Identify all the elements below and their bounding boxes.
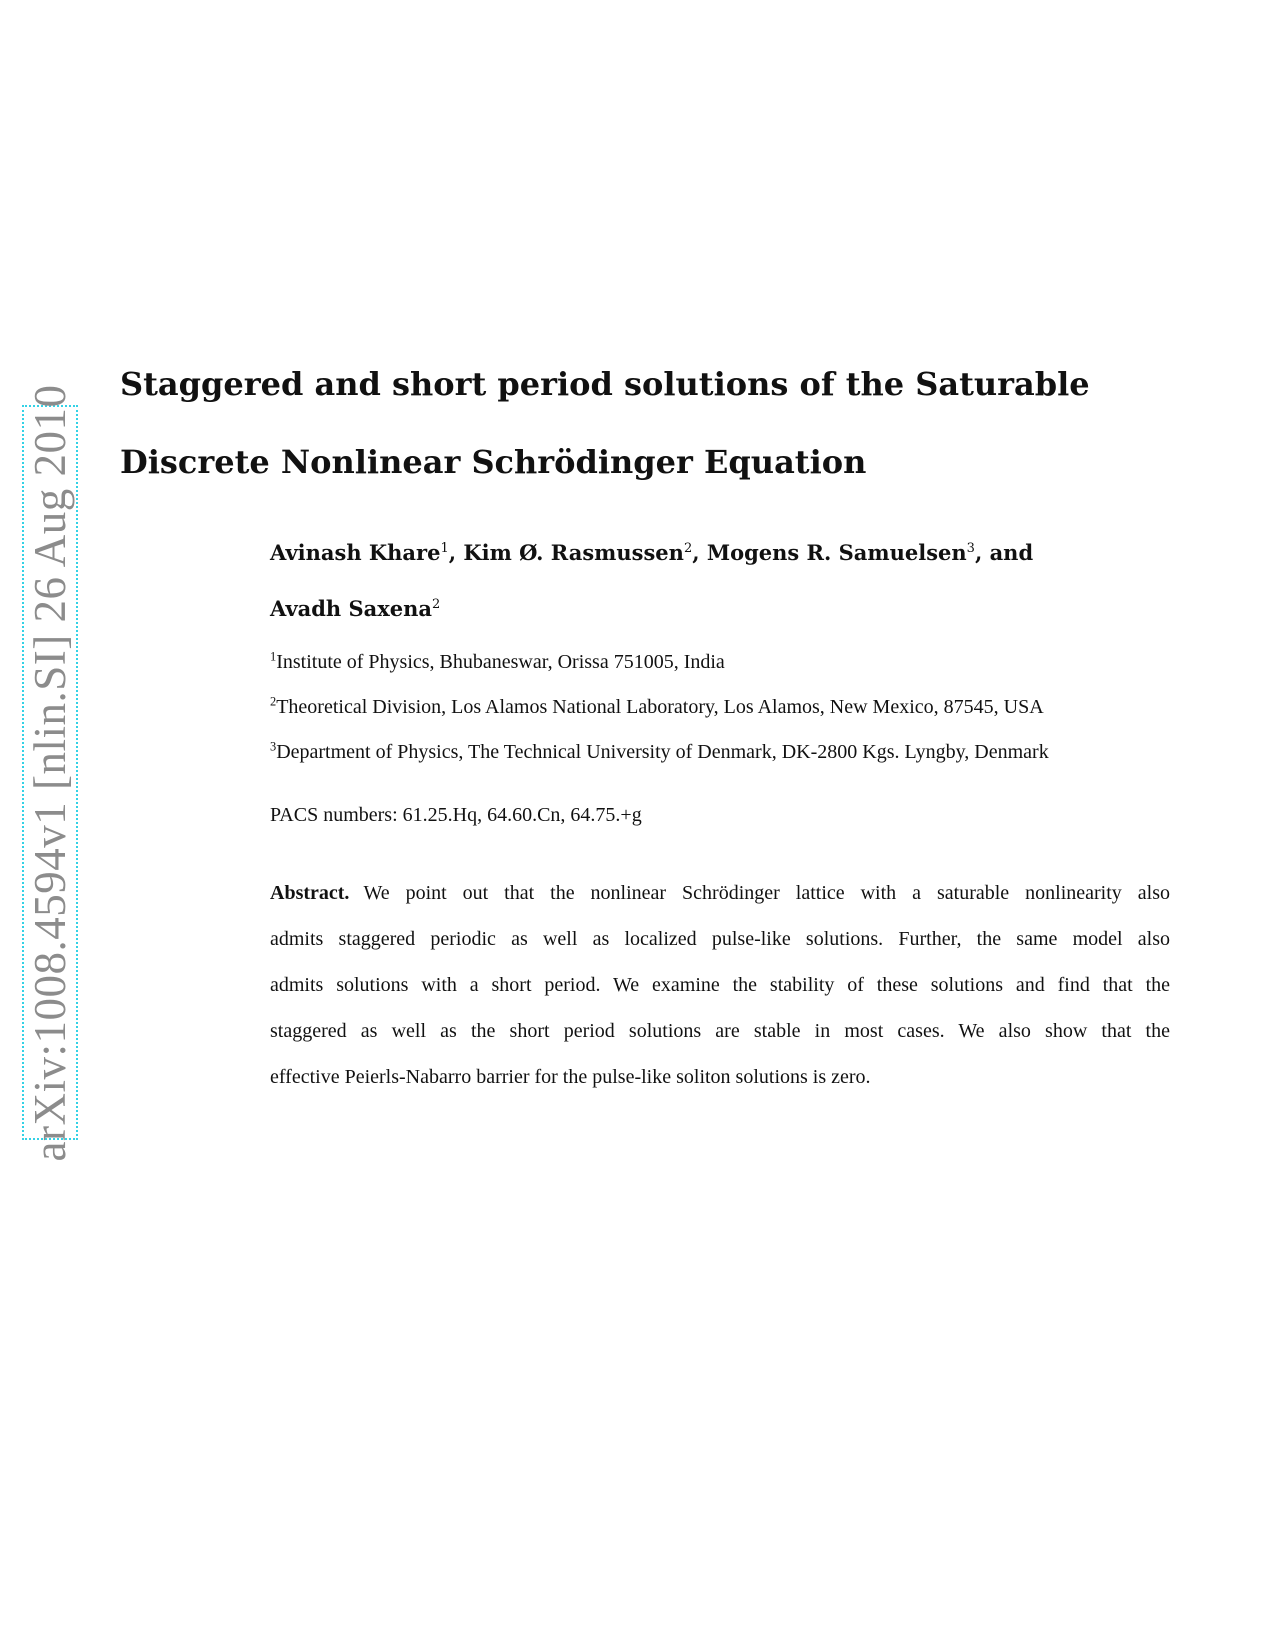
paper-title	[120, 345, 1120, 501]
affiliation	[270, 685, 1170, 730]
author-name: Avadh Saxena	[270, 596, 433, 621]
affiliation-list	[270, 640, 1170, 775]
author-name: Avinash Khare	[270, 540, 441, 565]
abstract-line: admits solutions with a short period. We examine the stability of these solutions and find that the	[270, 974, 1170, 996]
author-line-1	[270, 525, 1170, 581]
author-affil-sup: 2	[432, 597, 441, 613]
abstract-line	[270, 870, 1170, 916]
author-name: Mogens R. Samuelsen	[706, 540, 967, 565]
author-separator: ,	[448, 540, 464, 565]
abstract-line: admits staggered periodic as well as localized pulse-like solutions. Further, the same model also	[270, 928, 1170, 950]
author-affil-sup: 3	[966, 541, 975, 557]
pacs-numbers: PACS numbers: 61.25.Hq, 64.60.Cn, 64.75.+g	[270, 804, 642, 826]
affiliation-text: Institute of Physics, Bhubaneswar, Orissa 751005, India	[276, 651, 725, 673]
author-affil-sup: 2	[683, 541, 693, 557]
affiliation-text: Department of Physics, The Technical University of Denmark, DK-2800 Kgs. Lyngby, Denmark	[276, 741, 1049, 763]
affiliation-sup: 3	[270, 739, 277, 754]
author-name: Kim Ø. Rasmussen	[463, 540, 684, 565]
title-line-2: Discrete Nonlinear Schrödinger Equation	[120, 443, 867, 481]
author-separator: ,	[692, 540, 707, 565]
arxiv-stamp-text: arXiv:1008.4594v1 [nlin.SI] 26 Aug 2010	[25, 384, 75, 1161]
author-affil-sup: 1	[440, 541, 449, 557]
arxiv-stamp	[22, 384, 78, 1161]
abstract-label: Abstract.	[270, 882, 350, 904]
affiliation-sup: 1	[270, 649, 277, 664]
title-line-1: Staggered and short period solutions of the Saturable	[120, 365, 1090, 403]
abstract-line: staggered as well as the short period solutions are stable in most cases. We also show that the	[270, 1020, 1170, 1042]
author-separator: , and	[974, 540, 1034, 565]
affiliation	[270, 730, 1170, 775]
author-list	[270, 525, 1170, 637]
abstract-line: effective Peierls-Nabarro barrier for the pulse-like soliton solutions is zero.	[270, 1066, 871, 1088]
affiliation-sup: 2	[270, 694, 277, 709]
affiliation-text: Theoretical Division, Los Alamos National Laboratory, Los Alamos, New Mexico, 87545, USA	[276, 696, 1044, 718]
affiliation	[270, 640, 1170, 685]
abstract-text: We point out that the nonlinear Schrödinger lattice with a saturable nonlinearity also	[363, 882, 1170, 904]
abstract	[270, 870, 1170, 1100]
author-line-2	[270, 581, 1170, 637]
